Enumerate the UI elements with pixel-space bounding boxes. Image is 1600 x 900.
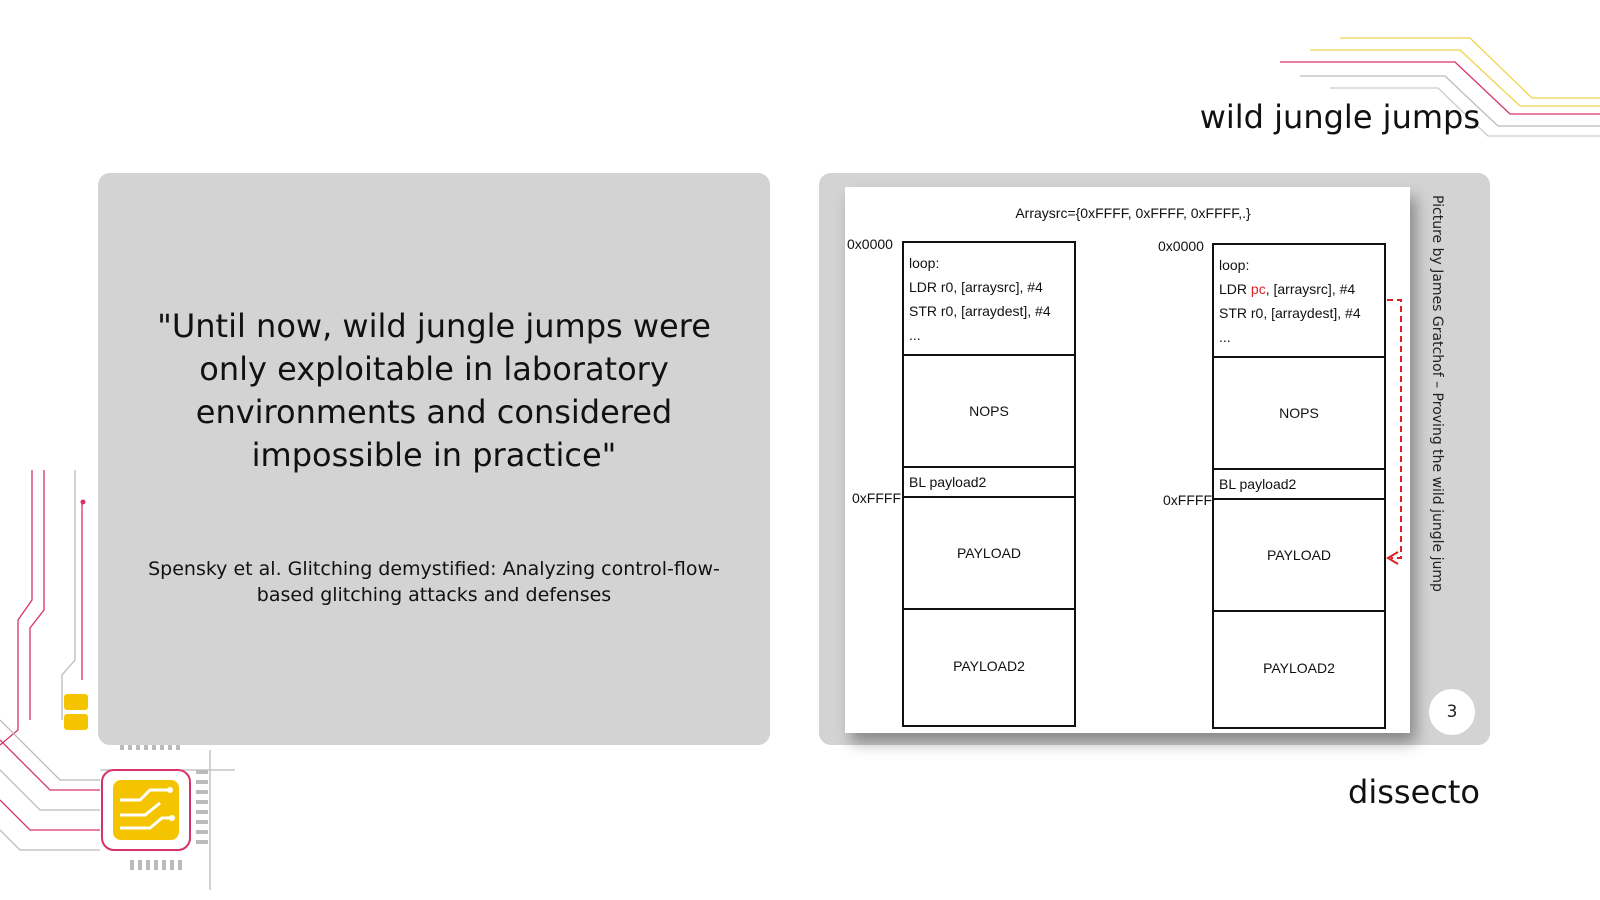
page-number: 3 [1429, 689, 1475, 735]
highlight-pc: pc [1250, 281, 1266, 297]
figure-caption: Arraysrc={0xFFFF, 0xFFFF, 0xFFFF,.} [1015, 205, 1251, 221]
code-line: STR r0, [arraydest], #4 [909, 303, 1051, 319]
address-label: 0xFFFF [852, 490, 901, 506]
quote-panel [98, 173, 770, 745]
jump-arrow-icon [1387, 300, 1401, 564]
payload2-block-label: PAYLOAD2 [1263, 660, 1335, 676]
code-line: LDR pc, [arraysrc], #4 [1219, 281, 1356, 297]
code-line: loop: [909, 255, 940, 271]
address-label: 0x0000 [847, 236, 893, 252]
nops-block-label: NOPS [1279, 405, 1319, 421]
brand-name: dissecto [1348, 773, 1480, 811]
payload2-block-label: PAYLOAD2 [953, 658, 1025, 674]
branch-block-label: BL payload2 [909, 474, 987, 490]
address-label: 0xFFFF [1163, 492, 1212, 508]
code-line: STR r0, [arraydest], #4 [1219, 305, 1361, 321]
memory-column-left [847, 236, 1075, 726]
code-line: ... [909, 327, 921, 343]
branch-block-label: BL payload2 [1219, 476, 1297, 492]
code-line: ... [1219, 329, 1231, 345]
memory-column-right [1158, 238, 1385, 728]
memory-layout-figure [845, 187, 1410, 733]
code-line: loop: [1219, 257, 1250, 273]
slide-title: wild jungle jumps [1199, 98, 1480, 136]
quote-citation: Spensky et al. Glitching demystified: Analyzing control-flow-based glitching attacks and defenses [148, 558, 720, 606]
payload-block-label: PAYLOAD [1266, 547, 1332, 563]
address-label: 0x0000 [1158, 238, 1204, 254]
payload-block-label: PAYLOAD [956, 545, 1022, 561]
code-line: LDR r0, [arraysrc], #4 [909, 279, 1043, 295]
nops-block-label: NOPS [969, 403, 1009, 419]
quote-text: "Until now, wild jungle jumps were only exploitable in laboratory environments and considered impossible in practice" [157, 307, 711, 474]
image-credit: Picture by James Gratchof – Proving the wild jungle jump [1429, 195, 1445, 592]
dissecto-logo-icon [102, 770, 190, 850]
image-panel [819, 173, 1490, 745]
